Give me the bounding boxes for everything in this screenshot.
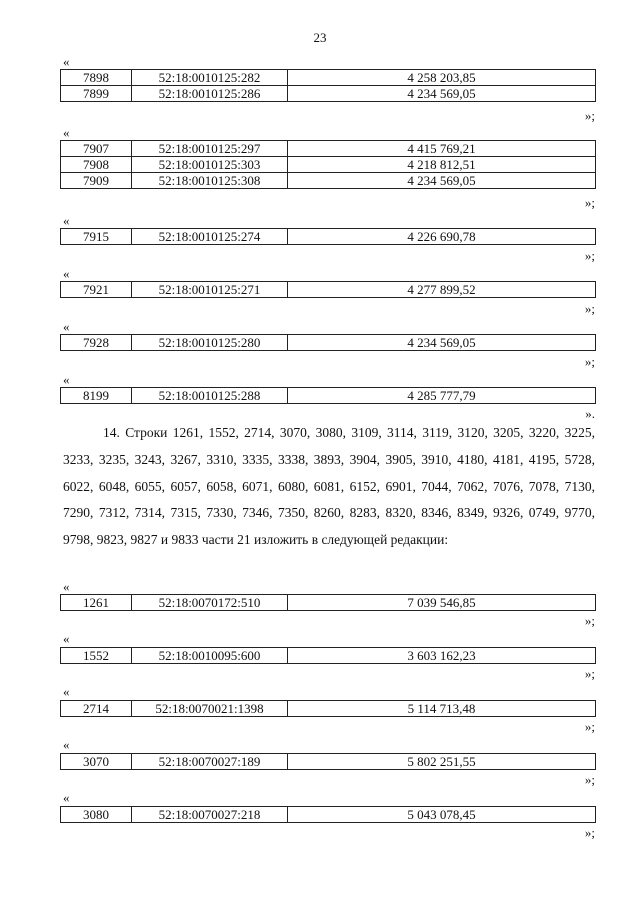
row-table xyxy=(60,647,596,664)
cadastral-number: 52:18:0010095:600 xyxy=(132,648,288,664)
table-row xyxy=(61,86,596,102)
page-number: 23 xyxy=(313,30,327,45)
opening-quote: « xyxy=(63,579,70,594)
cadastral-value: 4 415 769,21 xyxy=(288,141,596,157)
closing-quote: »; xyxy=(584,666,595,681)
row-table xyxy=(60,594,596,611)
cadastral-value: 5 043 078,45 xyxy=(288,807,596,823)
cadastral-value: 7 039 546,85 xyxy=(288,595,596,611)
cadastral-number: 52:18:0010125:282 xyxy=(132,70,288,86)
table-row xyxy=(61,229,596,245)
closing-quote: »; xyxy=(584,613,595,628)
cadastral-value: 3 603 162,23 xyxy=(288,648,596,664)
cadastral-number: 52:18:0010125:274 xyxy=(132,229,288,245)
closing-quote: »; xyxy=(584,772,595,787)
row-number: 7921 xyxy=(61,282,132,298)
opening-quote: « xyxy=(63,266,70,281)
closing-quote: »; xyxy=(584,195,595,210)
row-number: 7907 xyxy=(61,141,132,157)
cadastral-value: 4 226 690,78 xyxy=(288,229,596,245)
cadastral-number: 52:18:0010125:271 xyxy=(132,282,288,298)
table-row xyxy=(61,335,596,351)
row-number: 2714 xyxy=(61,701,132,717)
closing-quote: »; xyxy=(584,248,595,263)
table-row xyxy=(61,595,596,611)
cadastral-value: 4 277 899,52 xyxy=(288,282,596,298)
row-number: 7898 xyxy=(61,70,132,86)
closing-quote: »; xyxy=(584,354,595,369)
row-table xyxy=(60,806,596,823)
table-row xyxy=(61,807,596,823)
opening-quote: « xyxy=(63,125,70,140)
table-row xyxy=(61,70,596,86)
row-table xyxy=(60,753,596,770)
cadastral-number: 52:18:0070027:218 xyxy=(132,807,288,823)
row-table xyxy=(60,334,596,351)
row-number: 7908 xyxy=(61,157,132,173)
row-number: 3080 xyxy=(61,807,132,823)
row-number: 7915 xyxy=(61,229,132,245)
cadastral-number: 52:18:0010125:308 xyxy=(132,173,288,189)
opening-quote: « xyxy=(63,213,70,228)
table-row xyxy=(61,141,596,157)
table-row xyxy=(61,648,596,664)
cadastral-number: 52:18:0010125:288 xyxy=(132,388,288,404)
table-row xyxy=(61,754,596,770)
cadastral-value: 5 114 713,48 xyxy=(288,701,596,717)
cadastral-number: 52:18:0070027:189 xyxy=(132,754,288,770)
row-number: 8199 xyxy=(61,388,132,404)
cadastral-number: 52:18:0010125:297 xyxy=(132,141,288,157)
opening-quote: « xyxy=(63,684,70,699)
table-row xyxy=(61,157,596,173)
row-number: 7899 xyxy=(61,86,132,102)
cadastral-value: 4 234 569,05 xyxy=(288,173,596,189)
row-table xyxy=(60,228,596,245)
cadastral-value: 4 218 812,51 xyxy=(288,157,596,173)
closing-quote: »; xyxy=(584,301,595,316)
cadastral-number: 52:18:0010125:280 xyxy=(132,335,288,351)
row-number: 3070 xyxy=(61,754,132,770)
table-row xyxy=(61,388,596,404)
cadastral-number: 52:18:0070021:1398 xyxy=(132,701,288,717)
cadastral-value: 4 285 777,79 xyxy=(288,388,596,404)
amendment-paragraph: 14. Строки 1261, 1552, 2714, 3070, 3080, 3109, 3114, 3119, 3120, 3205, 3220, 3225, 3233, 3235, 3243, 3267, 3310, 3335, 3338, 3893, 3904, 3905, 3910, 4180, 4181, 4195, 5728, 6022, 6048, 6055, 6057, 6058, 6071, 6080, 6081, 6152, 6901, 7044, 7062, 7076, 7078, 7130, 7290, 7312, 7314, 7315, 7330, 7346, 7350, 8260, 8283, 8320, 8346, 8349, 9326, 0749, 9770, 9798, 9823, 9827 и 9833 части 21 изложить в следующей редакции: xyxy=(63,425,595,548)
opening-quote: « xyxy=(63,54,70,69)
row-table xyxy=(60,700,596,717)
cadastral-value: 5 802 251,55 xyxy=(288,754,596,770)
cadastral-number: 52:18:0070172:510 xyxy=(132,595,288,611)
opening-quote: « xyxy=(63,790,70,805)
cadastral-number: 52:18:0010125:286 xyxy=(132,86,288,102)
cadastral-number: 52:18:0010125:303 xyxy=(132,157,288,173)
row-number: 7928 xyxy=(61,335,132,351)
row-number: 1552 xyxy=(61,648,132,664)
closing-quote: »; xyxy=(584,719,595,734)
cadastral-value: 4 234 569,05 xyxy=(288,335,596,351)
table-row xyxy=(61,282,596,298)
opening-quote: « xyxy=(63,372,70,387)
closing-quote: »; xyxy=(584,825,595,840)
table-row xyxy=(61,173,596,189)
row-table xyxy=(60,140,596,189)
row-table xyxy=(60,69,596,102)
row-table xyxy=(60,387,596,404)
opening-quote: « xyxy=(63,737,70,752)
opening-quote: « xyxy=(63,319,70,334)
cadastral-value: 4 258 203,85 xyxy=(288,70,596,86)
opening-quote: « xyxy=(63,631,70,646)
row-number: 1261 xyxy=(61,595,132,611)
table-row xyxy=(61,701,596,717)
closing-quote: ». xyxy=(585,406,595,421)
cadastral-value: 4 234 569,05 xyxy=(288,86,596,102)
closing-quote: »; xyxy=(584,108,595,123)
row-table xyxy=(60,281,596,298)
row-number: 7909 xyxy=(61,173,132,189)
